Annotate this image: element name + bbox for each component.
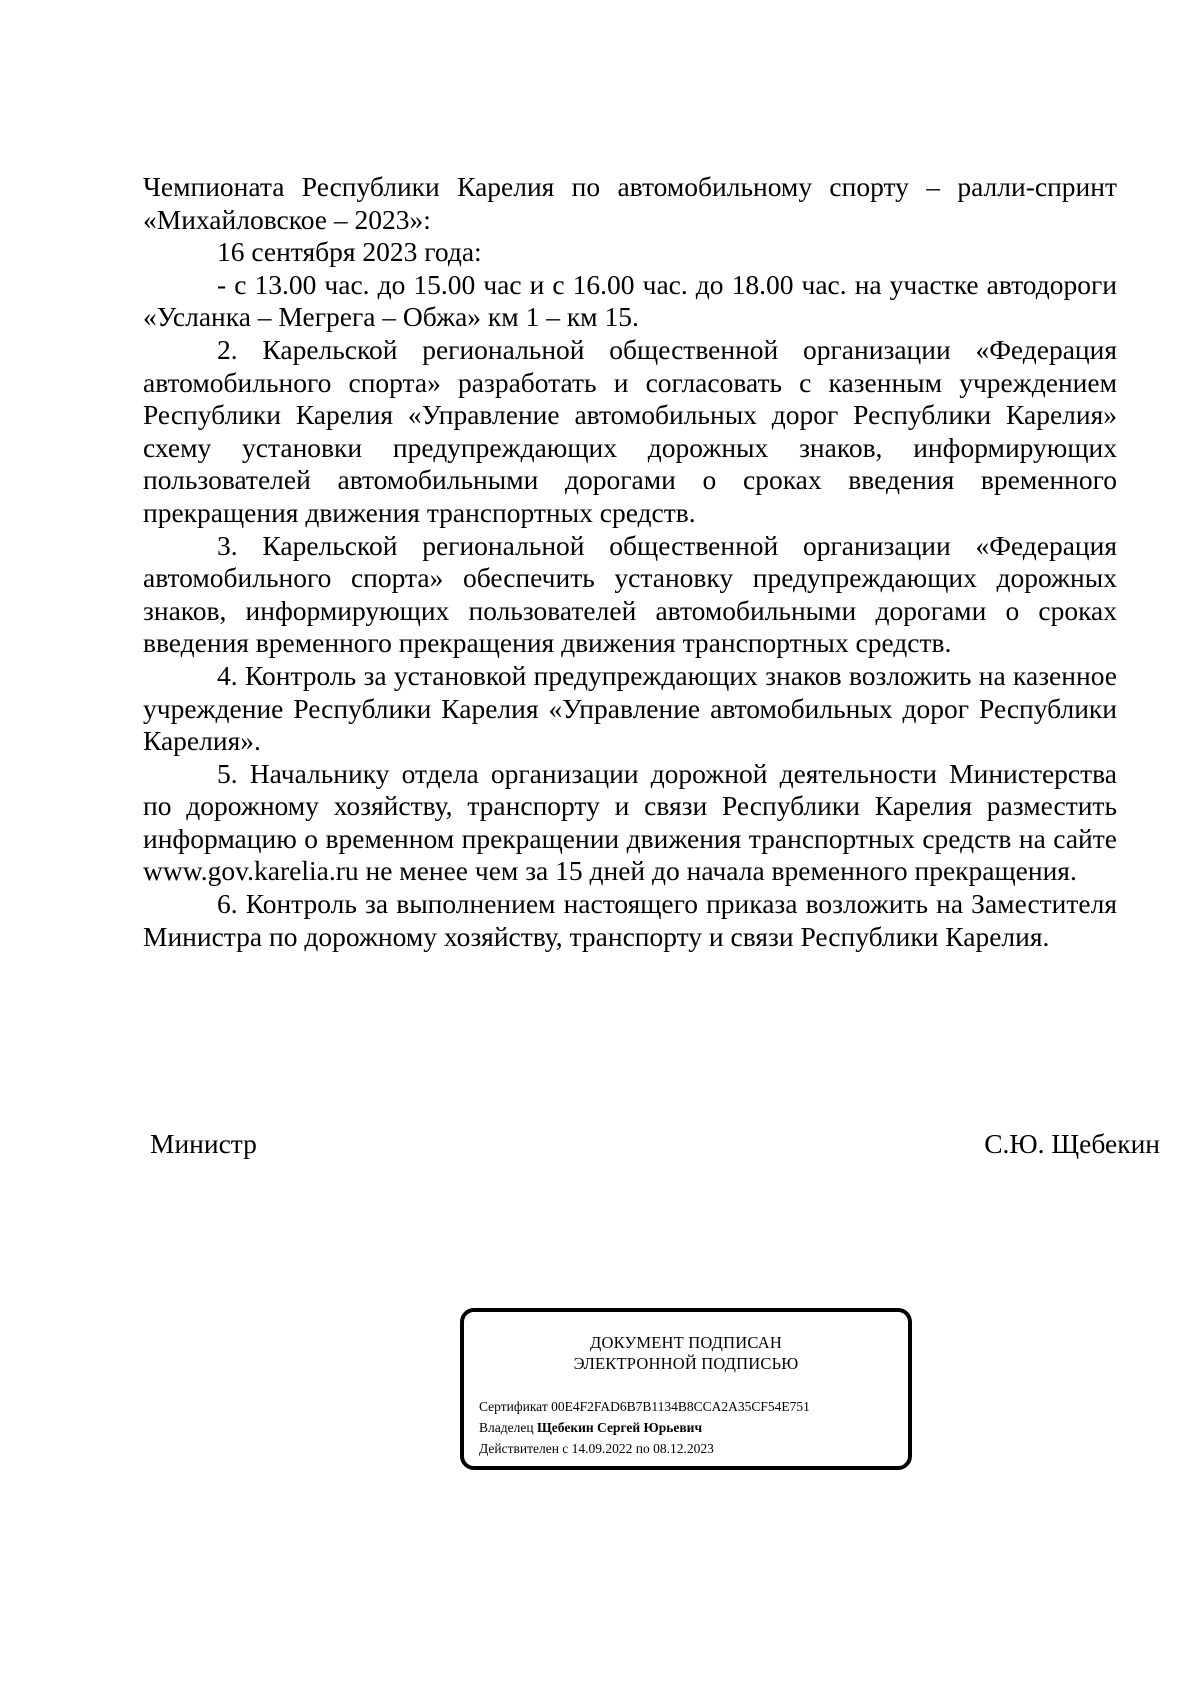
paragraph-time-window: - с 13.00 час. до 15.00 час и с 16.00 час. до 18.00 час. на участке автодороги «Усланка – Мегрега – Обжа» км 1 – км 15. <box>143 268 1117 333</box>
paragraph-championship: Чемпионата Республики Карелия по автомобильному спорту – ралли-спринт «Михайловское – 2023»: <box>143 171 1117 235</box>
valid-to-label: по <box>635 1441 650 1456</box>
paragraph-item-4: 4. Контроль за установкой предупреждающих знаков возложить на казенное учреждение Республики Карелия «Управление автомобильных дорог Республики Карелия». <box>143 659 1117 757</box>
order-body-text <box>143 171 1117 953</box>
paragraph-item-6: 6. Контроль за выполнением настоящего приказа возложить на Заместителя Министра по дорожному хозяйству, транспорту и связи Республики Карелия. <box>143 888 1117 952</box>
valid-to-date: 08.12.2023 <box>653 1441 714 1456</box>
certificate-label: Сертификат <box>479 1399 548 1414</box>
valid-label: Действителен с <box>479 1441 569 1456</box>
stamp-details <box>479 1396 810 1459</box>
stamp-heading-line-2: ЭЛЕКТРОННОЙ ПОДПИСЬЮ <box>573 1354 799 1373</box>
stamp-certificate-line <box>479 1396 810 1417</box>
stamp-owner-line <box>479 1417 810 1438</box>
paragraph-item-2: 2. Карельской региональной общественной организации «Федерация автомобильного спорта» разработать и согласовать с казенным учреждением Республики Карелия «Управление автомобильных дорог Республики Карелия» схему установки предупреждающих дорожных знаков, информирующих пользователей автомобильными дорогами о сроках введения временного прекращения движения транспортных средств. <box>143 333 1117 528</box>
electronic-signature-stamp <box>460 1308 912 1470</box>
signatory-title: Министр <box>150 1128 257 1159</box>
certificate-number: 00E4F2FAD6B7B1134B8CCA2A35CF54E751 <box>551 1399 810 1414</box>
signatory-name: С.Ю. Щебекин <box>984 1128 1160 1159</box>
stamp-heading <box>464 1332 908 1374</box>
paragraph-date: 16 сентября 2023 года: <box>217 236 482 268</box>
paragraph-item-5: 5. Начальнику отдела организации дорожной деятельности Министерства по дорожному хозяйству, транспорту и связи Республики Карелия разместить информацию о временном прекращении движения транспортных средств на сайте www.gov.karelia.ru не менее чем за 15 дней до начала временного прекращения. <box>143 757 1117 887</box>
stamp-heading-line-1: ДОКУМЕНТ ПОДПИСАН <box>590 1333 782 1352</box>
paragraph-item-3: 3. Карельской региональной общественной организации «Федерация автомобильного спорта» обеспечить установку предупреждающих дорожных знаков, информирующих пользователей автомобильными дорогами о сроках введения временного прекращения движения транспортных средств. <box>143 529 1117 659</box>
owner-name: Щебекин Сергей Юрьевич <box>536 1420 703 1435</box>
owner-label: Владелец <box>479 1420 534 1435</box>
stamp-validity-line <box>479 1438 810 1459</box>
valid-from-date: 14.09.2022 <box>571 1441 633 1456</box>
